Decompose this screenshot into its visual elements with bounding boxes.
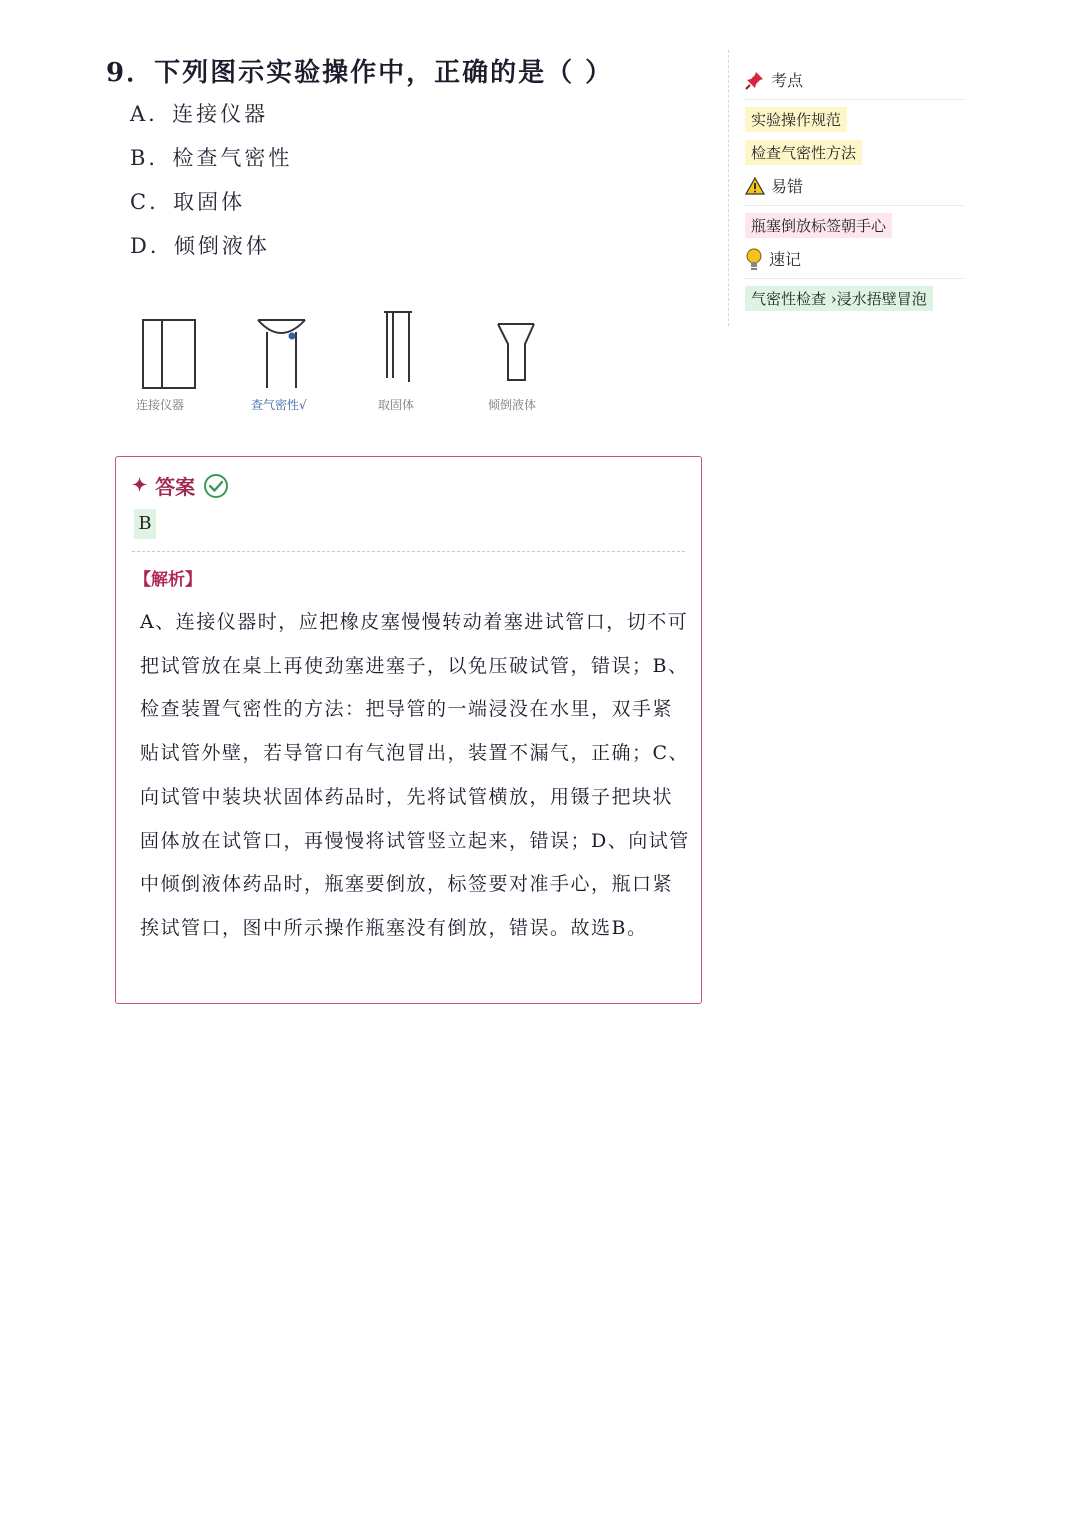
option-list [130,98,292,274]
sidebar [728,50,969,326]
answer-heading-label: 答案 [155,475,196,499]
option-b: B．检查气密性 [130,146,293,170]
connect-apparatus-sketch [143,320,195,388]
answer-heading [132,471,229,500]
yicuo-heading [745,174,803,197]
take-solid-sketch [384,312,412,382]
answer-card [115,456,702,1004]
experiment-figures [120,300,580,420]
lightbulb-icon [745,248,763,270]
option-c: C．取固体 [130,190,246,214]
question [106,52,613,89]
pour-liquid-sketch [498,324,534,380]
option-a: A．连接仪器 [130,102,269,126]
sidebar-divider [743,205,965,206]
figure-label-liquid: 倾倒液体 [488,398,537,412]
kaodian-tag-2: 检查气密性方法 [745,140,862,165]
figure-label-solid: 取固体 [378,398,415,412]
warning-icon [745,177,765,195]
sidebar-divider [743,99,965,100]
airtightness-sketch [258,320,305,388]
analysis-label: 【解析】 [134,570,202,590]
sidebar-divider [743,278,965,279]
sparkle-icon: ✦ [132,475,148,496]
figure-label-airtightness: 查气密性√ [251,398,307,412]
divider [132,551,685,552]
check-circle-icon [203,473,229,499]
suji-heading [745,247,801,270]
pushpin-icon [745,70,765,90]
figure-label-connect: 连接仪器 [136,398,185,412]
experiment-sketches [120,300,580,395]
question-title: 9．下列图示实验操作中，正确的是（ ） [106,58,614,88]
answer-value: B [134,509,156,539]
yicuo-tag-1: 瓶塞倒放标签朝手心 [745,213,892,238]
kaodian-tag-1: 实验操作规范 [745,107,847,132]
suji-title: 速记 [769,250,802,269]
option-d: D．倾倒液体 [130,234,270,258]
yicuo-title: 易错 [771,177,804,196]
kaodian-title: 考点 [771,71,804,90]
suji-tag-1: 气密性检查 ›浸水捂壁冒泡 [745,286,933,311]
kaodian-heading [745,68,803,91]
analysis-text: A、连接仪器时，应把橡皮塞慢慢转动着塞进试管口，切不可把试管放在桌上再使劲塞进塞子，以免压破试管，错误；B、检查装置气密性的方法：把导管的一端浸没在水里，双手紧贴试管外壁，若导管口有气泡冒出，装置不漏气，正确；C、向试管中装块状固体药品时，先将试管横放，用镊子把块状固体放在试管口，再慢慢将试管竖立起来，错误；D、向试管中倾倒液体药品时，瓶塞要倒放，标签要对准手心，瓶口紧挨试管口，图中所示操作瓶塞没有倒放，错误。故选B。 [140,611,690,939]
